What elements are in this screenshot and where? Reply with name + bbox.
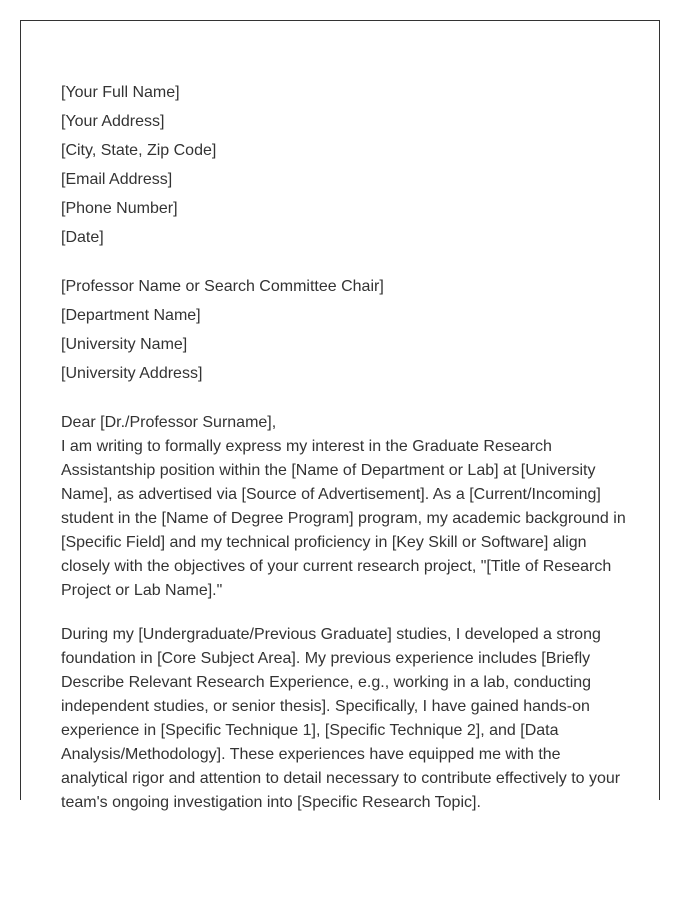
recipient-block	[61, 275, 626, 391]
sender-name: [Your Full Name]	[61, 84, 180, 101]
body-paragraph-2: During my [Undergraduate/Previous Graduate] studies, I developed a strong foundation in [Core Subject Area]. My previous experience includes [Briefly Describe Relevant Research Experience, e.g., working in a lab, conducting independent studies, or senior thesis]. Specifically, I have gained hands-on experience in [Specific Technique 1], [Specific Technique 2], and [Data Analysis/Methodology]. These experiences have equipped me with the analytical rigor and attention to detail necessary to contribute effectively to your team's ongoing investigation into [Specific Research Topic].	[61, 626, 621, 811]
sender-block	[61, 81, 626, 255]
recipient-university: [University Name]	[61, 336, 188, 353]
spacer	[61, 603, 626, 623]
sender-address: [Your Address]	[61, 113, 165, 130]
spacer	[61, 391, 626, 411]
recipient-department: [Department Name]	[61, 307, 201, 324]
spacer	[61, 255, 626, 275]
letter-content	[61, 81, 626, 815]
sender-city-state-zip: [City, State, Zip Code]	[61, 142, 217, 159]
letter-page	[20, 20, 660, 811]
recipient-address: [University Address]	[61, 365, 203, 382]
sender-email: [Email Address]	[61, 171, 173, 188]
salutation: Dear [Dr./Professor Surname],	[61, 414, 277, 431]
body-paragraph-1: I am writing to formally express my interest in the Graduate Research Assistantship position within the [Name of Department or Lab] at [University Name], as advertised via [Source of Advertisement]. As a [Current/Incoming] student in the [Name of Degree Program] program, my academic background in [Specific Field] and my technical proficiency in [Key Skill or Software] align closely with the objectives of your current research project, "[Title of Research Project or Lab Name]."	[61, 438, 626, 599]
letter-date: [Date]	[61, 229, 104, 246]
recipient-name: [Professor Name or Search Committee Chair]	[61, 278, 384, 295]
sender-phone: [Phone Number]	[61, 200, 178, 217]
